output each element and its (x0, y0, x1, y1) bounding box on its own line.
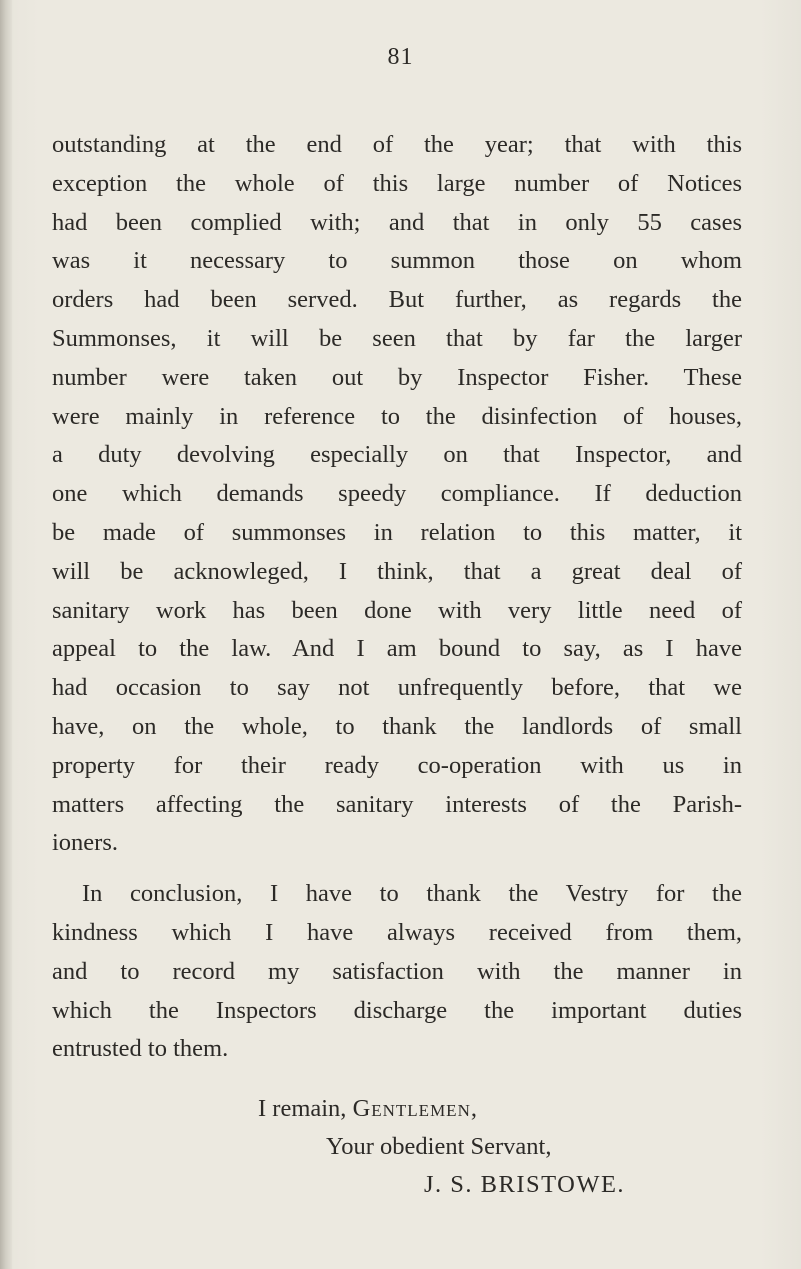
paragraph-2-line-3: and to record my satisfaction with the manner in (52, 957, 742, 985)
paragraph-1-line-2: exception the whole of this large number of Notices (52, 169, 742, 197)
paragraph-1-line-13: sanitary work has been done with very little need of (52, 596, 742, 624)
body-text (52, 126, 742, 1069)
paragraph-2-line-1: In conclusion, I have to thank the Vestry for the (82, 880, 742, 908)
paragraph-1-line-14: appeal to the law. And I am bound to say, as I have (52, 635, 742, 663)
paragraph-1-line-15: had occasion to say not unfrequently before, that we (52, 674, 742, 702)
paragraph-1-line-12: will be acknowleged, I think, that a great deal of (52, 557, 742, 585)
closing-salutation: Gentlemen, (352, 1095, 478, 1122)
paragraph-1-line-5: orders had been served. But further, as regards the (52, 286, 742, 314)
paragraph-1-line-18: matters affecting the sanitary interests of the Parish- (52, 790, 742, 818)
paragraph-1-line-7: number were taken out by Inspector Fisher. These (52, 363, 742, 391)
paragraph-1-line-16: have, on the whole, to thank the landlords of small (52, 712, 742, 740)
closing-remain-text: I remain, (258, 1095, 347, 1122)
page-number: 81 (387, 44, 414, 70)
paragraph-1-line-4: was it necessary to summon those on whom (52, 247, 742, 275)
paragraph-1-line-8: were mainly in reference to the disinfection of houses, (52, 402, 742, 430)
paragraph-2-line-4: which the Inspectors discharge the important duties (52, 996, 742, 1024)
closing-remain (0, 1095, 801, 1123)
closing-obedient: Your obedient Servant, (326, 1133, 552, 1160)
paragraph-1-line-11: be made of summonses in relation to this matter, it (52, 518, 742, 546)
paragraph-gap (52, 863, 742, 875)
paragraph-1-line-9: a duty devolving especially on that Inspector, and (52, 441, 742, 469)
paragraph-1-line-6: Summonses, it will be seen that by far the larger (52, 324, 742, 352)
paragraph-1-line-3: had been complied with; and that in only 55 cases (52, 208, 742, 236)
book-spine-shadow (0, 0, 12, 1269)
paragraph-1-line-17: property for their ready co-operation with us in (52, 751, 742, 779)
paragraph-1-line-10: one which demands speedy compliance. If deduction (52, 480, 742, 508)
paragraph-2-line-2: kindness which I have always received from them, (52, 918, 742, 946)
paragraph-2-line-5: entrusted to them. (52, 1035, 229, 1063)
closing-signature: J. S. BRISTOWE. (424, 1171, 626, 1198)
paragraph-1-line-19: ioners. (52, 829, 118, 857)
paragraph-1-line-1: outstanding at the end of the year; that with this (52, 131, 742, 158)
